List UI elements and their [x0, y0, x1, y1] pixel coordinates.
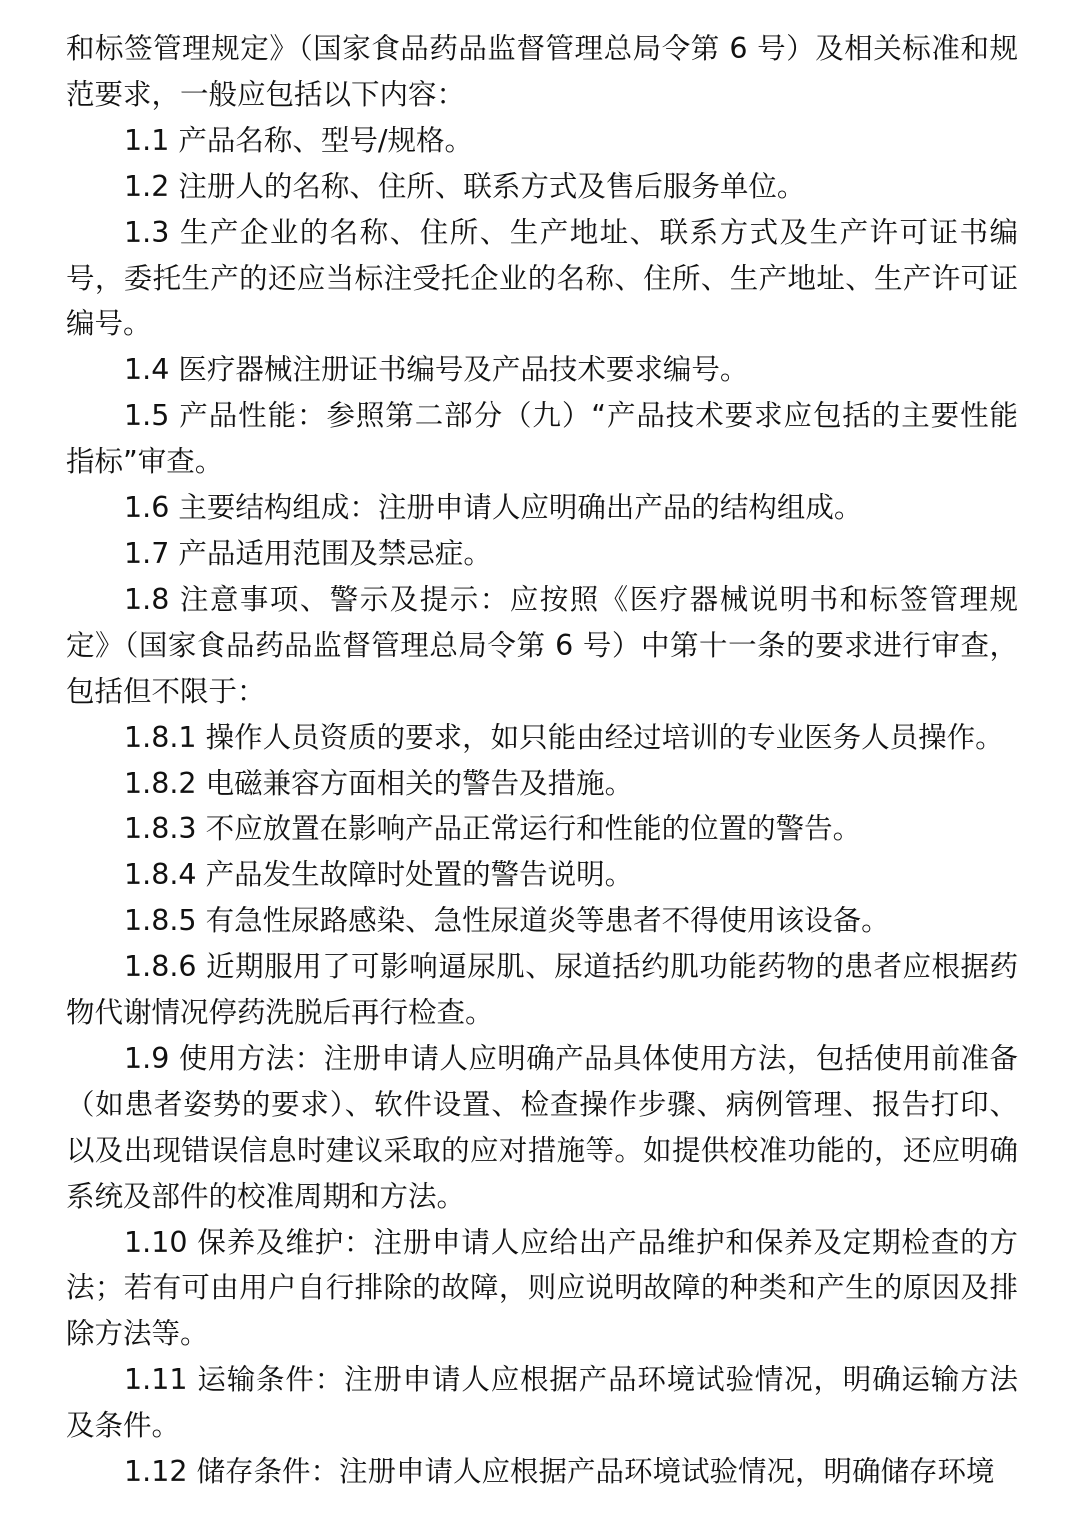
paragraph-1-8-5-uti-contraindication: 1.8.5 有急性尿路感染、急性尿道炎等患者不得使用该设备。	[124, 904, 890, 938]
paragraph-1-8-precautions: 1.8 注意事项、警示及提示：应按照《医疗器械说明书和标签管理规定》（国家食品药品监督管理总局令第 6 号）中第十一条的要求进行审查，包括但不限于：	[66, 582, 1018, 708]
paragraph-1-8-3-placement-warning: 1.8.3 不应放置在影响产品正常运行和性能的位置的警告。	[124, 812, 862, 846]
paragraph-1-9-usage: 1.9 使用方法：注册申请人应明确产品具体使用方法，包括使用前准备（如患者姿势的要求）、软件设置、检查操作步骤、病例管理、报告打印、以及出现错误信息时建议采取的应对措施等。如提供校准功能的，还应明确系统及部件的校准周期和方法。	[66, 1041, 1018, 1213]
paragraph-1-8-6-medication-washout: 1.8.6 近期服用了可影响逼尿肌、尿道括约肌功能药物的患者应根据药物代谢情况停药洗脱后再行检查。	[66, 950, 1018, 1030]
paragraph-1-8-4-fault-warning: 1.8.4 产品发生故障时处置的警告说明。	[124, 858, 634, 892]
paragraph-intro-continuation: 和标签管理规定》（国家食品药品监督管理总局令第 6 号）及相关标准和规范要求，一般应包括以下内容：	[66, 32, 1018, 111]
paragraph-1-11-transport: 1.11 运输条件：注册申请人应根据产品环境试验情况，明确运输方法及条件。	[66, 1363, 1018, 1443]
paragraph-1-2-registrant: 1.2 注册人的名称、住所、联系方式及售后服务单位。	[124, 169, 806, 203]
paragraph-1-7-scope-contraindications: 1.7 产品适用范围及禁忌症。	[124, 536, 492, 570]
paragraph-1-4-certificate-number: 1.4 医疗器械注册证书编号及产品技术要求编号。	[124, 353, 749, 387]
document-body	[66, 26, 1018, 1495]
paragraph-1-8-2-emc-warnings: 1.8.2 电磁兼容方面相关的警告及措施。	[124, 766, 634, 800]
paragraph-1-5-performance: 1.5 产品性能：参照第二部分（九）“产品技术要求应包括的主要性能指标”审查。	[66, 399, 1018, 479]
paragraph-1-8-1-operator-qualification: 1.8.1 操作人员资质的要求，如只能由经过培训的专业医务人员操作。	[124, 720, 1004, 754]
paragraph-1-1-product-name: 1.1 产品名称、型号/规格。	[124, 123, 473, 157]
paragraph-1-6-structure: 1.6 主要结构组成：注册申请人应明确出产品的结构组成。	[124, 491, 863, 525]
paragraph-1-12-storage: 1.12 储存条件：注册申请人应根据产品环境试验情况，明确储存环境	[124, 1455, 995, 1489]
paragraph-1-3-manufacturer: 1.3 生产企业的名称、住所、生产地址、联系方式及生产许可证书编号，委托生产的还应当标注受托企业的名称、住所、生产地址、生产许可证编号。	[66, 215, 1018, 341]
paragraph-1-10-maintenance: 1.10 保养及维护：注册申请人应给出产品维护和保养及定期检查的方法；若有可由用户自行排除的故障，则应说明故障的种类和产生的原因及排除方法等。	[66, 1225, 1018, 1351]
